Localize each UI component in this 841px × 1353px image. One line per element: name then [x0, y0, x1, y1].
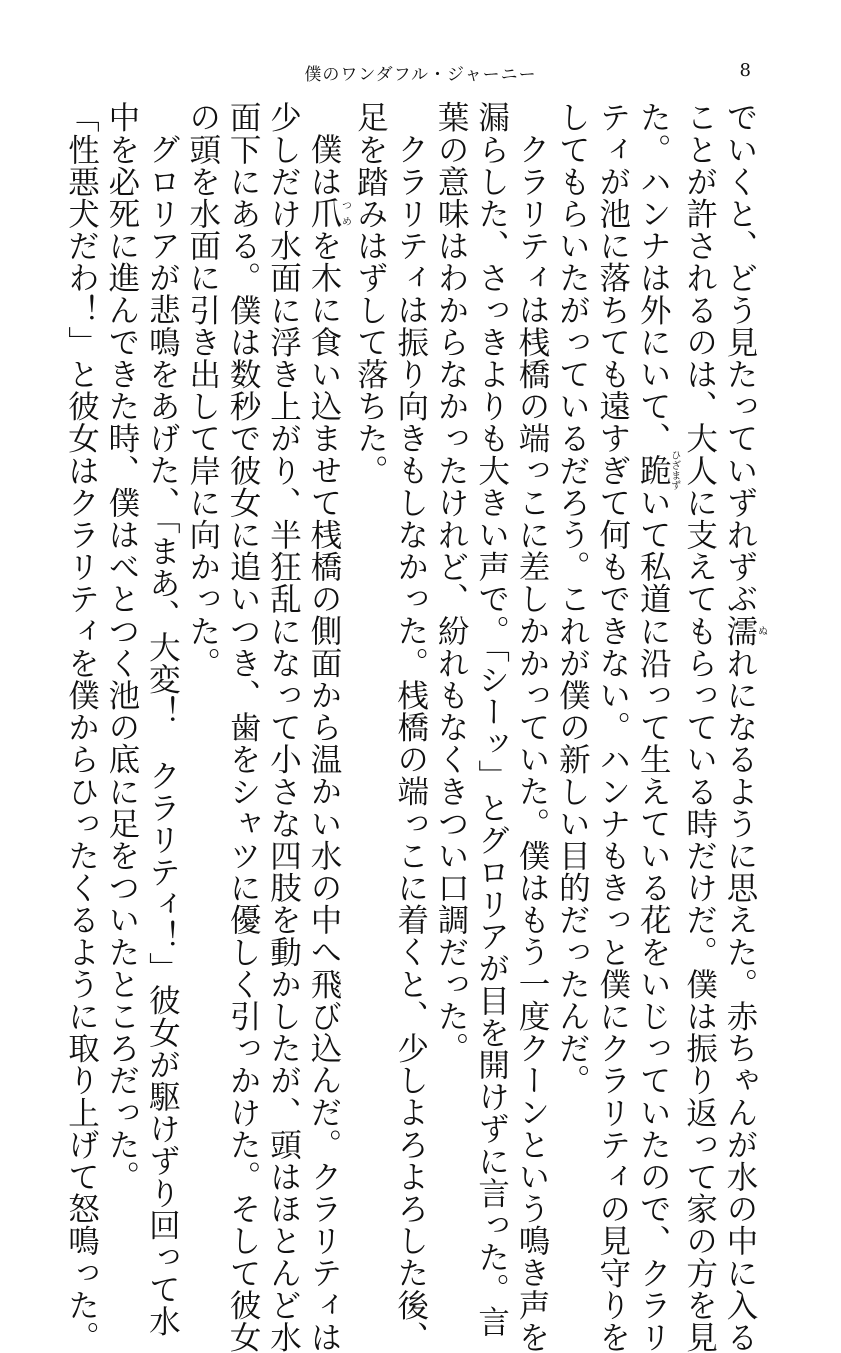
- text-line: 葉の意味はわからなかったけれど、紛れもなくきつい口調だった。: [433, 101, 470, 1064]
- text-line: 「性悪犬だわ！」と彼女はクラリティを僕からひったくるように取り上げて怒鳴った。: [63, 101, 100, 1353]
- text-line: グロリアが悲鳴をあげた、「まあ、大変！ クラリティ！」彼女が駆けずり回って水: [144, 132, 181, 1337]
- text-line: ことが許されるのは、大人に支えてもらっている時だけだ。僕は振り返って家の方を見: [681, 101, 718, 1353]
- text-line: 面下にある。僕は数秒で彼女に追いつき、歯をシャツに優しく引っかけた。そして彼女: [225, 101, 262, 1353]
- text-line: 足を踏みはずして落ちた。: [352, 101, 389, 487]
- ruby-word: 濡ぬ: [722, 614, 767, 647]
- vertical-body-text: [63, 101, 767, 1353]
- text-line: 僕は爪つめを木に食い込ませて桟橋の側面から温かい水の中へ飛び込んだ。クラリティは: [305, 132, 351, 1353]
- text-line: 少しだけ水面に浮き上がり、半狂乱になって小さな四肢を動かしたが、頭はほとんど水: [265, 101, 302, 1353]
- text-line: た。ハンナは外にいて、跪ひざまずいて私道に沿って生えている花をいじっていたので、クラリ: [635, 101, 680, 1353]
- text-line: の頭を水面に引き出して岸に向かった。: [184, 101, 221, 679]
- text-line: クラリティは振り向きもしなかった。桟橋の端っこに着くと、少しよろよろした後、: [392, 132, 429, 1353]
- text-line: クラリティは桟橋の端っこに差しかかっていた。僕はもう一度クーンという鳴き声を: [513, 132, 550, 1353]
- ruby-word: 爪つめ: [305, 196, 351, 229]
- book-title: 僕のワンダフル・ジャーニー: [304, 65, 537, 85]
- text-line: 中を必死に進んできた時、僕はべとつく池の底に足をついたところだった。: [103, 101, 140, 1193]
- text-line: ティが池に落ちても遠すぎて何もできない。ハンナもきっと僕にクラリティの見守りを: [594, 101, 631, 1353]
- text-line: 漏らした、さっきよりも大きい声で。「シーッ」とグロリアが目を開けずに言った。言: [473, 101, 510, 1338]
- running-header: [0, 60, 841, 88]
- text-line: してもらいたがっているだろう。これが僕の新しい目的だったんだ。: [554, 101, 591, 1097]
- ruby-word: 跪ひざまず: [635, 450, 680, 491]
- page-number: 8: [739, 60, 751, 81]
- text-line: でいくと、どう見たっていずれずぶ濡ぬれになるように思えた。赤ちゃんが水の中に入る: [722, 101, 767, 1353]
